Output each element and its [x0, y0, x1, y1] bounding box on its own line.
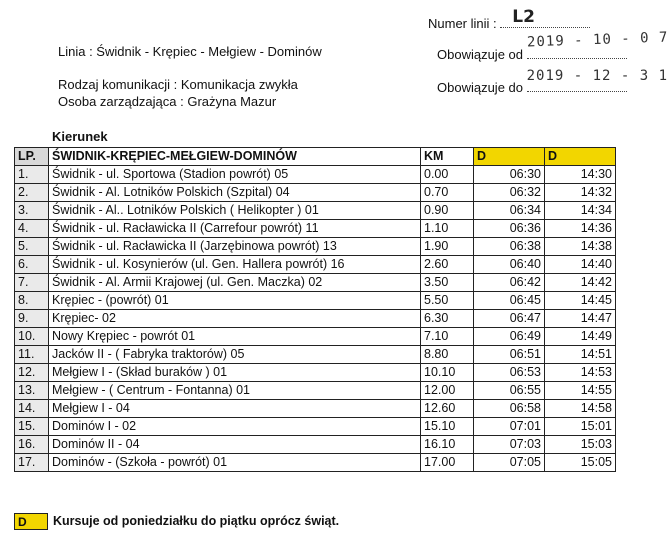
valid-from-label: Obowiązuje od	[437, 47, 523, 62]
route-label: Linia : Świdnik - Krępiec - Mełgiew - Dominów	[58, 44, 322, 59]
stop-name: Dominów II - 04	[49, 436, 421, 454]
row-lp: 14.	[15, 400, 49, 418]
stop-name: Dominów I - 02	[49, 418, 421, 436]
table-row	[15, 454, 616, 472]
stop-name: Krępiec- 02	[49, 310, 421, 328]
departure-2: 14:42	[545, 274, 616, 292]
line-number-label: Numer linii :	[428, 16, 497, 31]
departure-1: 07:01	[474, 418, 545, 436]
valid-from-value: 2019 - 10 - 0 7	[526, 29, 668, 51]
stop-name: Świdnik - ul. Racławicka II (Jarzębinowa powrót) 13	[49, 238, 421, 256]
row-lp: 17.	[15, 454, 49, 472]
stop-km: 2.60	[421, 256, 474, 274]
table-row	[15, 382, 616, 400]
stop-name: Nowy Krępiec - powrót 01	[49, 328, 421, 346]
departure-1: 06:30	[474, 166, 545, 184]
departure-1: 06:36	[474, 220, 545, 238]
stop-km: 8.80	[421, 346, 474, 364]
departure-1: 06:58	[474, 400, 545, 418]
table-row	[15, 400, 616, 418]
stop-km: 7.10	[421, 328, 474, 346]
valid-from-field	[437, 29, 668, 62]
timetable	[14, 147, 616, 472]
stop-name: Mełgiew I - 04	[49, 400, 421, 418]
stop-km: 10.10	[421, 364, 474, 382]
departure-2: 14:55	[545, 382, 616, 400]
table-row	[15, 328, 616, 346]
departure-2: 14:47	[545, 310, 616, 328]
valid-to-value: 2019 - 12 - 3 1	[526, 68, 668, 84]
table-row	[15, 274, 616, 292]
valid-to-label: Obowiązuje do	[437, 80, 523, 95]
stop-km: 5.50	[421, 292, 474, 310]
row-lp: 1.	[15, 166, 49, 184]
stop-name: Świdnik - ul. Sportowa (Stadion powrót) 05	[49, 166, 421, 184]
table-row	[15, 346, 616, 364]
communication-type: Rodzaj komunikacji : Komunikacja zwykła	[58, 77, 298, 92]
table-row	[15, 238, 616, 256]
table-row	[15, 220, 616, 238]
table-row	[15, 184, 616, 202]
stop-km: 0.00	[421, 166, 474, 184]
line-number-field	[428, 7, 590, 31]
row-lp: 3.	[15, 202, 49, 220]
departure-1: 06:34	[474, 202, 545, 220]
stop-km: 3.50	[421, 274, 474, 292]
line-number-value: L2	[512, 7, 535, 27]
stop-name: Krępiec - (powrót) 01	[49, 292, 421, 310]
departure-2: 15:03	[545, 436, 616, 454]
stop-km: 16.10	[421, 436, 474, 454]
stop-name: Świdnik - ul. Racławicka II (Carrefour powrót) 11	[49, 220, 421, 238]
row-lp: 13.	[15, 382, 49, 400]
stop-name: Świdnik - ul. Kosynierów (ul. Gen. Hallera powrót) 16	[49, 256, 421, 274]
valid-from-dotted-line	[526, 29, 668, 59]
stop-km: 17.00	[421, 454, 474, 472]
stop-km: 12.00	[421, 382, 474, 400]
departure-2: 14:30	[545, 166, 616, 184]
header-route: ŚWIDNIK-KRĘPIEC-MEŁGIEW-DOMINÓW	[49, 148, 421, 166]
stop-km: 1.90	[421, 238, 474, 256]
row-lp: 16.	[15, 436, 49, 454]
stop-km: 0.70	[421, 184, 474, 202]
row-lp: 5.	[15, 238, 49, 256]
stop-km: 15.10	[421, 418, 474, 436]
row-lp: 11.	[15, 346, 49, 364]
table-row	[15, 310, 616, 328]
departure-2: 14:51	[545, 346, 616, 364]
departure-2: 14:45	[545, 292, 616, 310]
timetable-header-row	[15, 148, 616, 166]
table-row	[15, 418, 616, 436]
departure-1: 06:51	[474, 346, 545, 364]
row-lp: 9.	[15, 310, 49, 328]
departure-1: 06:38	[474, 238, 545, 256]
departure-2: 14:36	[545, 220, 616, 238]
departure-2: 15:01	[545, 418, 616, 436]
line-number-dotted-line	[500, 7, 590, 28]
table-row	[15, 364, 616, 382]
departure-2: 14:38	[545, 238, 616, 256]
departure-2: 15:05	[545, 454, 616, 472]
stop-name: Świdnik - Al. Lotników Polskich (Szpital) 04	[49, 184, 421, 202]
departure-1: 06:32	[474, 184, 545, 202]
departure-1: 06:49	[474, 328, 545, 346]
stop-name: Mełgiew - ( Centrum - Fontanna) 01	[49, 382, 421, 400]
row-lp: 12.	[15, 364, 49, 382]
header-km: KM	[421, 148, 474, 166]
departure-1: 07:05	[474, 454, 545, 472]
row-lp: 10.	[15, 328, 49, 346]
departure-1: 06:45	[474, 292, 545, 310]
departure-2: 14:49	[545, 328, 616, 346]
stop-km: 1.10	[421, 220, 474, 238]
header-departure-2: D	[545, 148, 616, 166]
valid-to-dotted-line	[526, 68, 668, 92]
legend-text: Kursuje od poniedziałku do piątku oprócz świąt.	[53, 514, 340, 528]
stop-name: Dominów - (Szkoła - powrót) 01	[49, 454, 421, 472]
departure-2: 14:40	[545, 256, 616, 274]
stop-name: Jacków II - ( Fabryka traktorów) 05	[49, 346, 421, 364]
departure-2: 14:58	[545, 400, 616, 418]
row-lp: 4.	[15, 220, 49, 238]
departure-1: 06:42	[474, 274, 545, 292]
valid-to-field	[437, 68, 668, 95]
departure-1: 06:47	[474, 310, 545, 328]
stop-name: Świdnik - Al. Armii Krajowej (ul. Gen. Maczka) 02	[49, 274, 421, 292]
departure-2: 14:32	[545, 184, 616, 202]
row-lp: 2.	[15, 184, 49, 202]
row-lp: 8.	[15, 292, 49, 310]
stop-km: 0.90	[421, 202, 474, 220]
row-lp: 7.	[15, 274, 49, 292]
header-lp: LP.	[15, 148, 49, 166]
table-row	[15, 166, 616, 184]
manager-name: Osoba zarządzająca : Grażyna Mazur	[58, 94, 277, 109]
table-row	[15, 256, 616, 274]
table-row	[15, 292, 616, 310]
stop-km: 12.60	[421, 400, 474, 418]
legend-code-box: D	[14, 513, 48, 530]
stop-km: 6.30	[421, 310, 474, 328]
stop-name: Świdnik - Al.. Lotników Polskich ( Helikopter ) 01	[49, 202, 421, 220]
departure-2: 14:53	[545, 364, 616, 382]
header-departure-1: D	[474, 148, 545, 166]
departure-1: 06:40	[474, 256, 545, 274]
departure-1: 07:03	[474, 436, 545, 454]
table-row	[15, 436, 616, 454]
row-lp: 15.	[15, 418, 49, 436]
departure-1: 06:53	[474, 364, 545, 382]
table-row	[15, 202, 616, 220]
row-lp: 6.	[15, 256, 49, 274]
stop-name: Mełgiew I - (Skład buraków ) 01	[49, 364, 421, 382]
direction-label: Kierunek	[52, 129, 108, 144]
departure-1: 06:55	[474, 382, 545, 400]
departure-2: 14:34	[545, 202, 616, 220]
